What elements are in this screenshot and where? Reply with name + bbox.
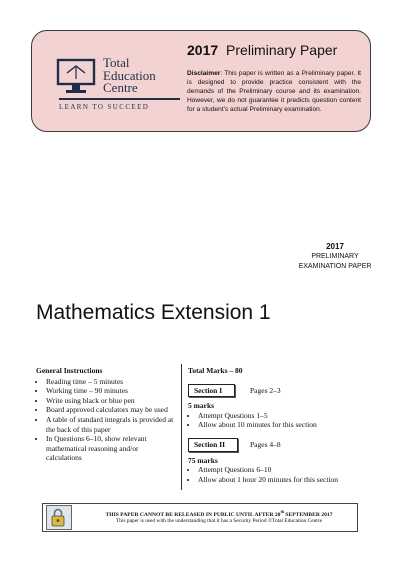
section-items xyxy=(188,411,368,430)
list-item: • A table of standard integrals is provided at the back of this paper xyxy=(46,415,176,434)
list-item: • Working time – 90 minutes xyxy=(46,386,176,396)
subject-title: Mathematics Extension 1 xyxy=(36,301,271,324)
list-item: • Allow about 1 hour 20 minutes for this section xyxy=(198,475,368,485)
disclaimer-text: : This paper is written as a Preliminary paper. It is designed to provide practice consistent with the demands of the Preliminary course and its examination. However, we do not guarantee it predicts question content for a student's actual Preliminary examination. xyxy=(187,70,361,113)
section-one xyxy=(188,384,368,430)
section-label: Section I xyxy=(188,384,235,398)
list-item: • Write using black or blue pen xyxy=(46,396,176,406)
logo-tagline: LEARN TO SUCCEED xyxy=(59,103,150,111)
section-marks: 75 marks xyxy=(188,455,218,465)
paper-title xyxy=(187,42,337,58)
paper-title-text: Preliminary Paper xyxy=(226,42,338,58)
security-padlock-icon xyxy=(46,505,72,530)
exam-year: 2017 xyxy=(326,242,344,251)
computer-monitor-icon xyxy=(56,57,100,97)
section-marks: 5 marks xyxy=(188,401,215,411)
list-item: • Reading time – 5 minutes xyxy=(46,377,176,387)
instructions-heading: General Instructions xyxy=(36,366,103,375)
section-pages: Pages 4–8 xyxy=(250,439,281,449)
security-footer xyxy=(42,503,358,532)
header-banner xyxy=(31,30,371,132)
section-label: Section II xyxy=(188,438,238,452)
list-item: • In Questions 6–10, show relevant mathematical reasoning and/or calculations xyxy=(46,434,176,463)
security-notice: This paper is used with the understanding that it has a Security Period ©Total Education Centre xyxy=(116,518,322,524)
column-divider xyxy=(181,364,182,490)
list-item: • Board approved calculators may be used xyxy=(46,405,176,415)
list-item: • Attempt Questions 1–5 xyxy=(198,411,368,421)
logo-wordmark: Total Education Centre xyxy=(103,55,156,95)
total-marks: Total Marks – 80 xyxy=(188,366,243,375)
disclaimer-label: Disclaimer xyxy=(187,70,221,77)
marks-column xyxy=(188,366,368,484)
logo-underline xyxy=(59,98,180,100)
general-instructions xyxy=(36,366,176,463)
exam-label-line2: EXAMINATION PAPER xyxy=(298,263,372,270)
section-items xyxy=(188,465,368,484)
paper-year: 2017 xyxy=(187,42,219,58)
release-notice: THIS PAPER CANNOT BE RELEASED IN PUBLIC UNTIL AFTER 20th SEPTEMBER 2017 xyxy=(105,509,333,518)
exam-label-line1: PRELIMINARY xyxy=(311,253,359,260)
list-item: • Allow about 10 minutes for this section xyxy=(198,420,368,430)
section-two xyxy=(188,438,368,484)
instructions-list xyxy=(36,377,176,463)
section-pages: Pages 2–3 xyxy=(250,385,281,395)
exam-label xyxy=(294,242,376,272)
disclaimer xyxy=(187,69,361,114)
tec-logo xyxy=(56,55,188,117)
list-item: • Attempt Questions 6–10 xyxy=(198,465,368,475)
